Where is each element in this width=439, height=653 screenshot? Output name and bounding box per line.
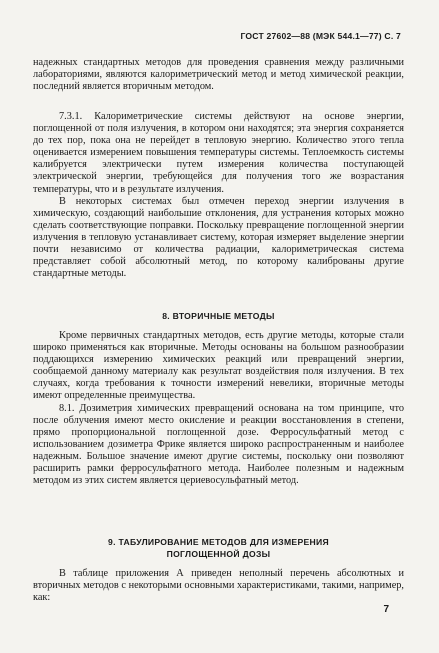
section-8-block [33,330,404,487]
section-9-paragraph: В таблице приложения А приведен неполный перечень абсолютных и вторичных методов с некоторыми основными характеристиками, такими, например, как: [33,568,404,604]
section-9-heading-line-2: ПОГЛОЩЕННОЙ ДОЗЫ [166,548,271,559]
section-9-block [33,568,404,604]
section-9-heading [33,537,404,560]
intro-paragraph-block [33,57,404,93]
section-8-paragraph: Кроме первичных стандартных методов, есть другие методы, которые стали широко применяться как вторичные. Методы основаны на большом разнообразии поддающихся измерению химических реакций или превращений энергии, сообщаемой данному материалу как результат воздействия поля излучения. В тех случаях, когда требования к точности измерений невелики, вторичные методы имеют определенные преимущества. [33,330,404,402]
intro-paragraph: надежных стандартных методов для проведения сравнения между различными лабораториями, являются калориметрический метод и метод химической реакции, последний является вторичным методом. [33,57,404,93]
clause-7-3-1-continuation: В некоторых системах был отмечен переход энергии излучения в химическую, создающий наибольшие отклонения, для устранения которых можно сделать соответствующие поправки. Поскольку превращение поглощенной энергии излучения в тепловую устанавливает систему, которая измеряет выделение энергии почти независимо от количества радиации, калориметрическая система представляет собой абсолютный метод, по которому калиброваны другие стандартные методы. [33,195,404,280]
clause-7-3-1-block [33,111,404,280]
section-8-heading: 8. ВТОРИЧНЫЕ МЕТОДЫ [162,311,275,321]
section-9-heading-line-1: 9. ТАБУЛИРОВАНИЕ МЕТОДОВ ДЛЯ ИЗМЕРЕНИЯ [108,537,329,547]
page-number: 7 [383,604,389,615]
clause-8-1-paragraph: 8.1. Дозиметрия химических превращений основана на том принципе, что после облучения имеют место окисление и реакции восстановления в степени, прямо пропорциональной поглощенной дозе. Ферросульфатный метод с использованием дозиметра Фрике является широко распространенным и наиболее надежным. Большое значение имеют другие системы, поскольку они позволяют расширить рамки ферросульфатного метода. Наиболее полезным и надежным методом из этих систем является цериевосульфатный метод. [33,402,404,487]
running-header: ГОСТ 27602—88 (МЭК 544.1—77) С. 7 [240,31,401,41]
clause-7-3-1-paragraph: 7.3.1. Калориметрические системы действуют на основе энергии, поглощенной от поля излучения, в котором они находятся; эта энергия сохраняется до тех пор, пока она не перейдет в тепловую энергию. Количество этого тепла оценивается измерением повышения температуры системы. Теплоемкость системы калибруется электрически путем измерения количества поступающей электрической энергии, требующейся для получения того же возрастания температуры, что и в результате излучения. [33,111,404,195]
